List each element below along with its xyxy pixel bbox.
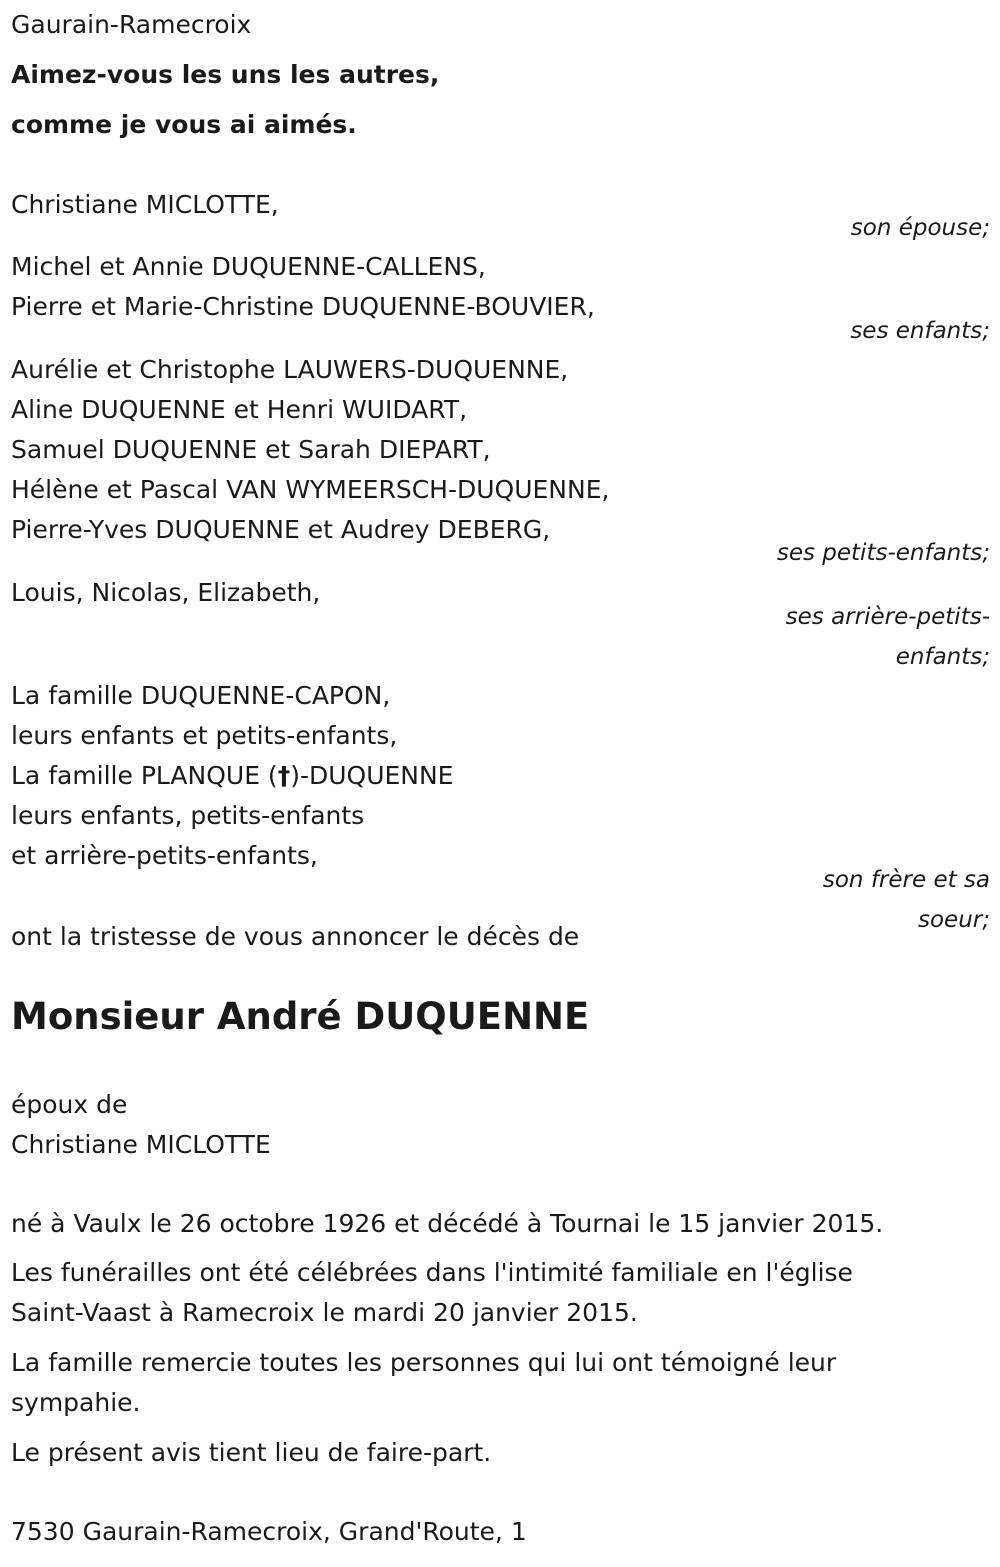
- deceased-name: Monsieur André DUQUENNE: [11, 995, 590, 1038]
- grandchild-line: Pierre-Yves DUQUENNE et Audrey DEBERG,: [11, 515, 551, 544]
- great-grandchildren-role-2: enfants;: [895, 644, 990, 670]
- grandchild-line: Hélène et Pascal VAN WYMEERSCH-DUQUENNE,: [11, 475, 610, 504]
- siblings-line-1: La famille DUQUENNE-CAPON,: [11, 681, 391, 710]
- spouse-name: Christiane MICLOTTE,: [11, 190, 279, 219]
- thanks-line-1: La famille remercie toutes les personnes qui lui ont témoigné leur: [11, 1348, 837, 1377]
- funeral-line-2: Saint-Vaast à Ramecroix le mardi 20 janvier 2015.: [11, 1298, 638, 1327]
- siblings-line-4: leurs enfants, petits-enfants: [11, 801, 365, 830]
- child-line: Pierre et Marie-Christine DUQUENNE-BOUVIER,: [11, 292, 595, 321]
- siblings-line-5: et arrière-petits-enfants,: [11, 841, 318, 870]
- great-grandchildren-role-1: ses arrière-petits-: [785, 604, 990, 630]
- siblings-role-2: soeur;: [918, 907, 990, 933]
- grandchildren-role: ses petits-enfants;: [776, 540, 990, 566]
- siblings-line-2: leurs enfants et petits-enfants,: [11, 721, 398, 750]
- announcement: ont la tristesse de vous annoncer le décès de: [11, 922, 580, 951]
- spouse-of-label: époux de: [11, 1090, 128, 1119]
- great-grandchildren-names: Louis, Nicolas, Elizabeth,: [11, 578, 321, 607]
- cross-icon: †: [277, 761, 291, 790]
- notice: Le présent avis tient lieu de faire-part.: [11, 1438, 492, 1467]
- address: 7530 Gaurain-Ramecroix, Grand'Route, 1: [11, 1517, 527, 1546]
- child-line: Michel et Annie DUQUENNE-CALLENS,: [11, 252, 486, 281]
- birth-death: né à Vaulx le 26 octobre 1926 et décédé à Tournai le 15 janvier 2015.: [11, 1209, 884, 1238]
- funeral-line-1: Les funérailles ont été célébrées dans l'intimité familiale en l'église: [11, 1258, 853, 1287]
- grandchild-line: Aurélie et Christophe LAUWERS-DUQUENNE,: [11, 355, 569, 384]
- spouse-of-name: Christiane MICLOTTE: [11, 1130, 271, 1159]
- header-place: Gaurain-Ramecroix: [11, 10, 252, 39]
- thanks-line-2: sympahie.: [11, 1388, 141, 1417]
- siblings-line-3-after: )-DUQUENNE: [290, 761, 454, 790]
- siblings-role-1: son frère et sa: [822, 867, 990, 893]
- spouse-role: son épouse;: [850, 215, 990, 241]
- verse-line-2: comme je vous ai aimés.: [11, 110, 357, 139]
- siblings-line-3-before: La famille PLANQUE (: [11, 761, 278, 790]
- verse-line-1: Aimez-vous les uns les autres,: [11, 60, 440, 89]
- siblings-line-3: [11, 756, 453, 796]
- grandchild-line: Aline DUQUENNE et Henri WUIDART,: [11, 395, 468, 424]
- children-role: ses enfants;: [850, 318, 990, 344]
- grandchild-line: Samuel DUQUENNE et Sarah DIEPART,: [11, 435, 491, 464]
